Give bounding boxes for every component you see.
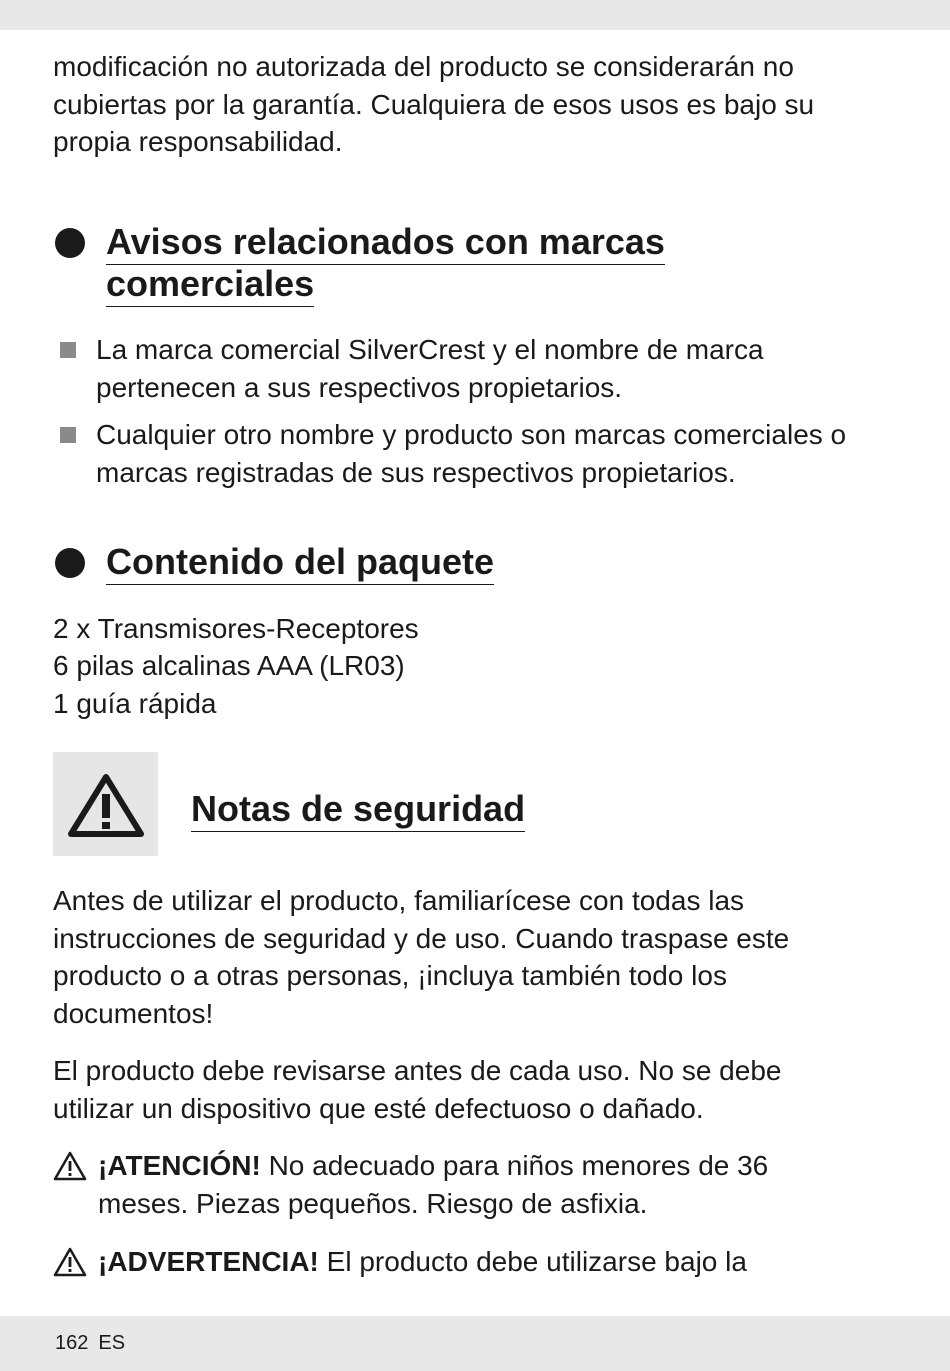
warning-label: ¡ADVERTENCIA!: [98, 1246, 319, 1277]
attention-body: No adecuado para niños menores de 36 meses. Piezas pequeños. Riesgo de asfixia.: [98, 1150, 769, 1219]
trademark-item-text: La marca comercial SilverCrest y el nombre de marca pertenecen a sus respectivos propietarios.: [96, 334, 764, 403]
package-line: 6 pilas alcalinas AAA (LR03): [53, 650, 405, 681]
trademarks-heading: [106, 221, 826, 305]
attention-label: ¡ATENCIÓN!: [98, 1150, 261, 1181]
top-band: [0, 0, 950, 30]
package-heading-text: Contenido del paquete: [106, 541, 494, 585]
package-line: 2 x Transmisores-Receptores: [53, 613, 419, 644]
package-line: 1 guía rápida: [53, 688, 217, 719]
section-bullet-dot: [55, 228, 85, 258]
safety-heading-text: Notas de seguridad: [191, 788, 525, 832]
safety-heading: [191, 788, 791, 830]
page-number: 162: [55, 1332, 89, 1354]
safety-paragraph: El producto debe revisarse antes de cada uso. No se debe utilizar un dispositivo que esté defectuoso o dañado.: [53, 1055, 782, 1124]
bottom-band: [0, 1316, 950, 1371]
trademark-item-text: Cualquier otro nombre y producto son marcas comerciales o marcas registradas de sus respectivos propietarios.: [96, 419, 847, 488]
warning-small-icon: [53, 1247, 87, 1277]
square-bullet-icon: [60, 427, 76, 443]
warning-small-icon: [53, 1151, 87, 1181]
language-code: ES: [98, 1332, 126, 1354]
intro-paragraph: modificación no autorizada del producto se considerarán no cubiertas por la garantía. Cualquiera de esos usos es bajo su propia responsabilidad.: [53, 51, 815, 157]
warning-text: [98, 1243, 858, 1281]
warning-body: El producto debe utilizarse bajo la: [326, 1246, 747, 1277]
warning-triangle-icon: [67, 772, 145, 838]
warning-box: [53, 752, 158, 856]
package-heading: [106, 541, 806, 583]
trademarks-heading-text: Avisos relacionados con marcas comerciales: [106, 221, 665, 307]
page-footer: [55, 1332, 125, 1355]
square-bullet-icon: [60, 342, 76, 358]
attention-text: [98, 1147, 858, 1222]
section-bullet-dot: [55, 548, 85, 578]
safety-paragraph: Antes de utilizar el producto, familiarícese con todas las instrucciones de seguridad y de uso. Cuando traspase este producto o a otras personas, ¡incluya también todo los documentos!: [53, 885, 790, 1029]
